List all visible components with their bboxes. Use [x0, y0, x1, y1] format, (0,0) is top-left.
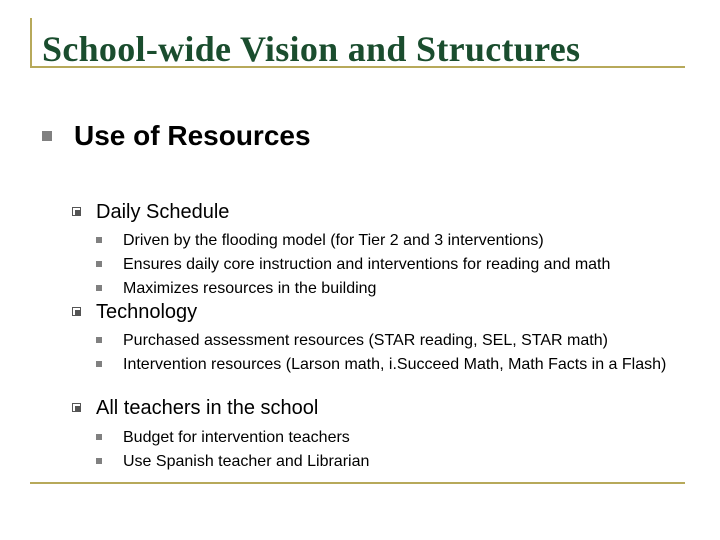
hollow-square-bullet-icon — [72, 403, 81, 412]
hollow-square-bullet-icon — [72, 207, 81, 216]
square-bullet-icon — [96, 237, 102, 243]
square-bullet-icon — [96, 458, 102, 464]
hollow-square-bullet-icon — [72, 307, 81, 316]
list-item-text: Ensures daily core instruction and interventions for reading and math — [123, 256, 611, 273]
square-bullet-icon — [42, 131, 52, 141]
square-bullet-icon — [96, 261, 102, 267]
list-item-text: Purchased assessment resources (STAR reading, SEL, STAR math) — [123, 332, 608, 349]
square-bullet-icon — [96, 337, 102, 343]
list-item-text: Maximizes resources in the building — [123, 280, 377, 297]
section-heading: All teachers in the school — [96, 397, 319, 419]
title-area — [0, 0, 720, 70]
footer-rule — [30, 482, 685, 484]
slide-title: School-wide Vision and Structures — [42, 29, 581, 69]
section-heading: Daily Schedule — [96, 201, 230, 223]
list-item-text: Intervention resources (Larson math, i.Succeed Math, Math Facts in a Flash) — [123, 356, 667, 373]
square-bullet-icon — [96, 361, 102, 367]
title-vertical-rule — [30, 18, 32, 68]
square-bullet-icon — [96, 434, 102, 440]
list-item-text: Budget for intervention teachers — [123, 429, 350, 446]
list-item-text: Use Spanish teacher and Librarian — [123, 453, 370, 470]
list-item-text: Driven by the flooding model (for Tier 2 and 3 interventions) — [123, 232, 544, 249]
square-bullet-icon — [96, 285, 102, 291]
section-heading: Technology — [96, 301, 198, 323]
main-point-text: Use of Resources — [74, 120, 311, 151]
